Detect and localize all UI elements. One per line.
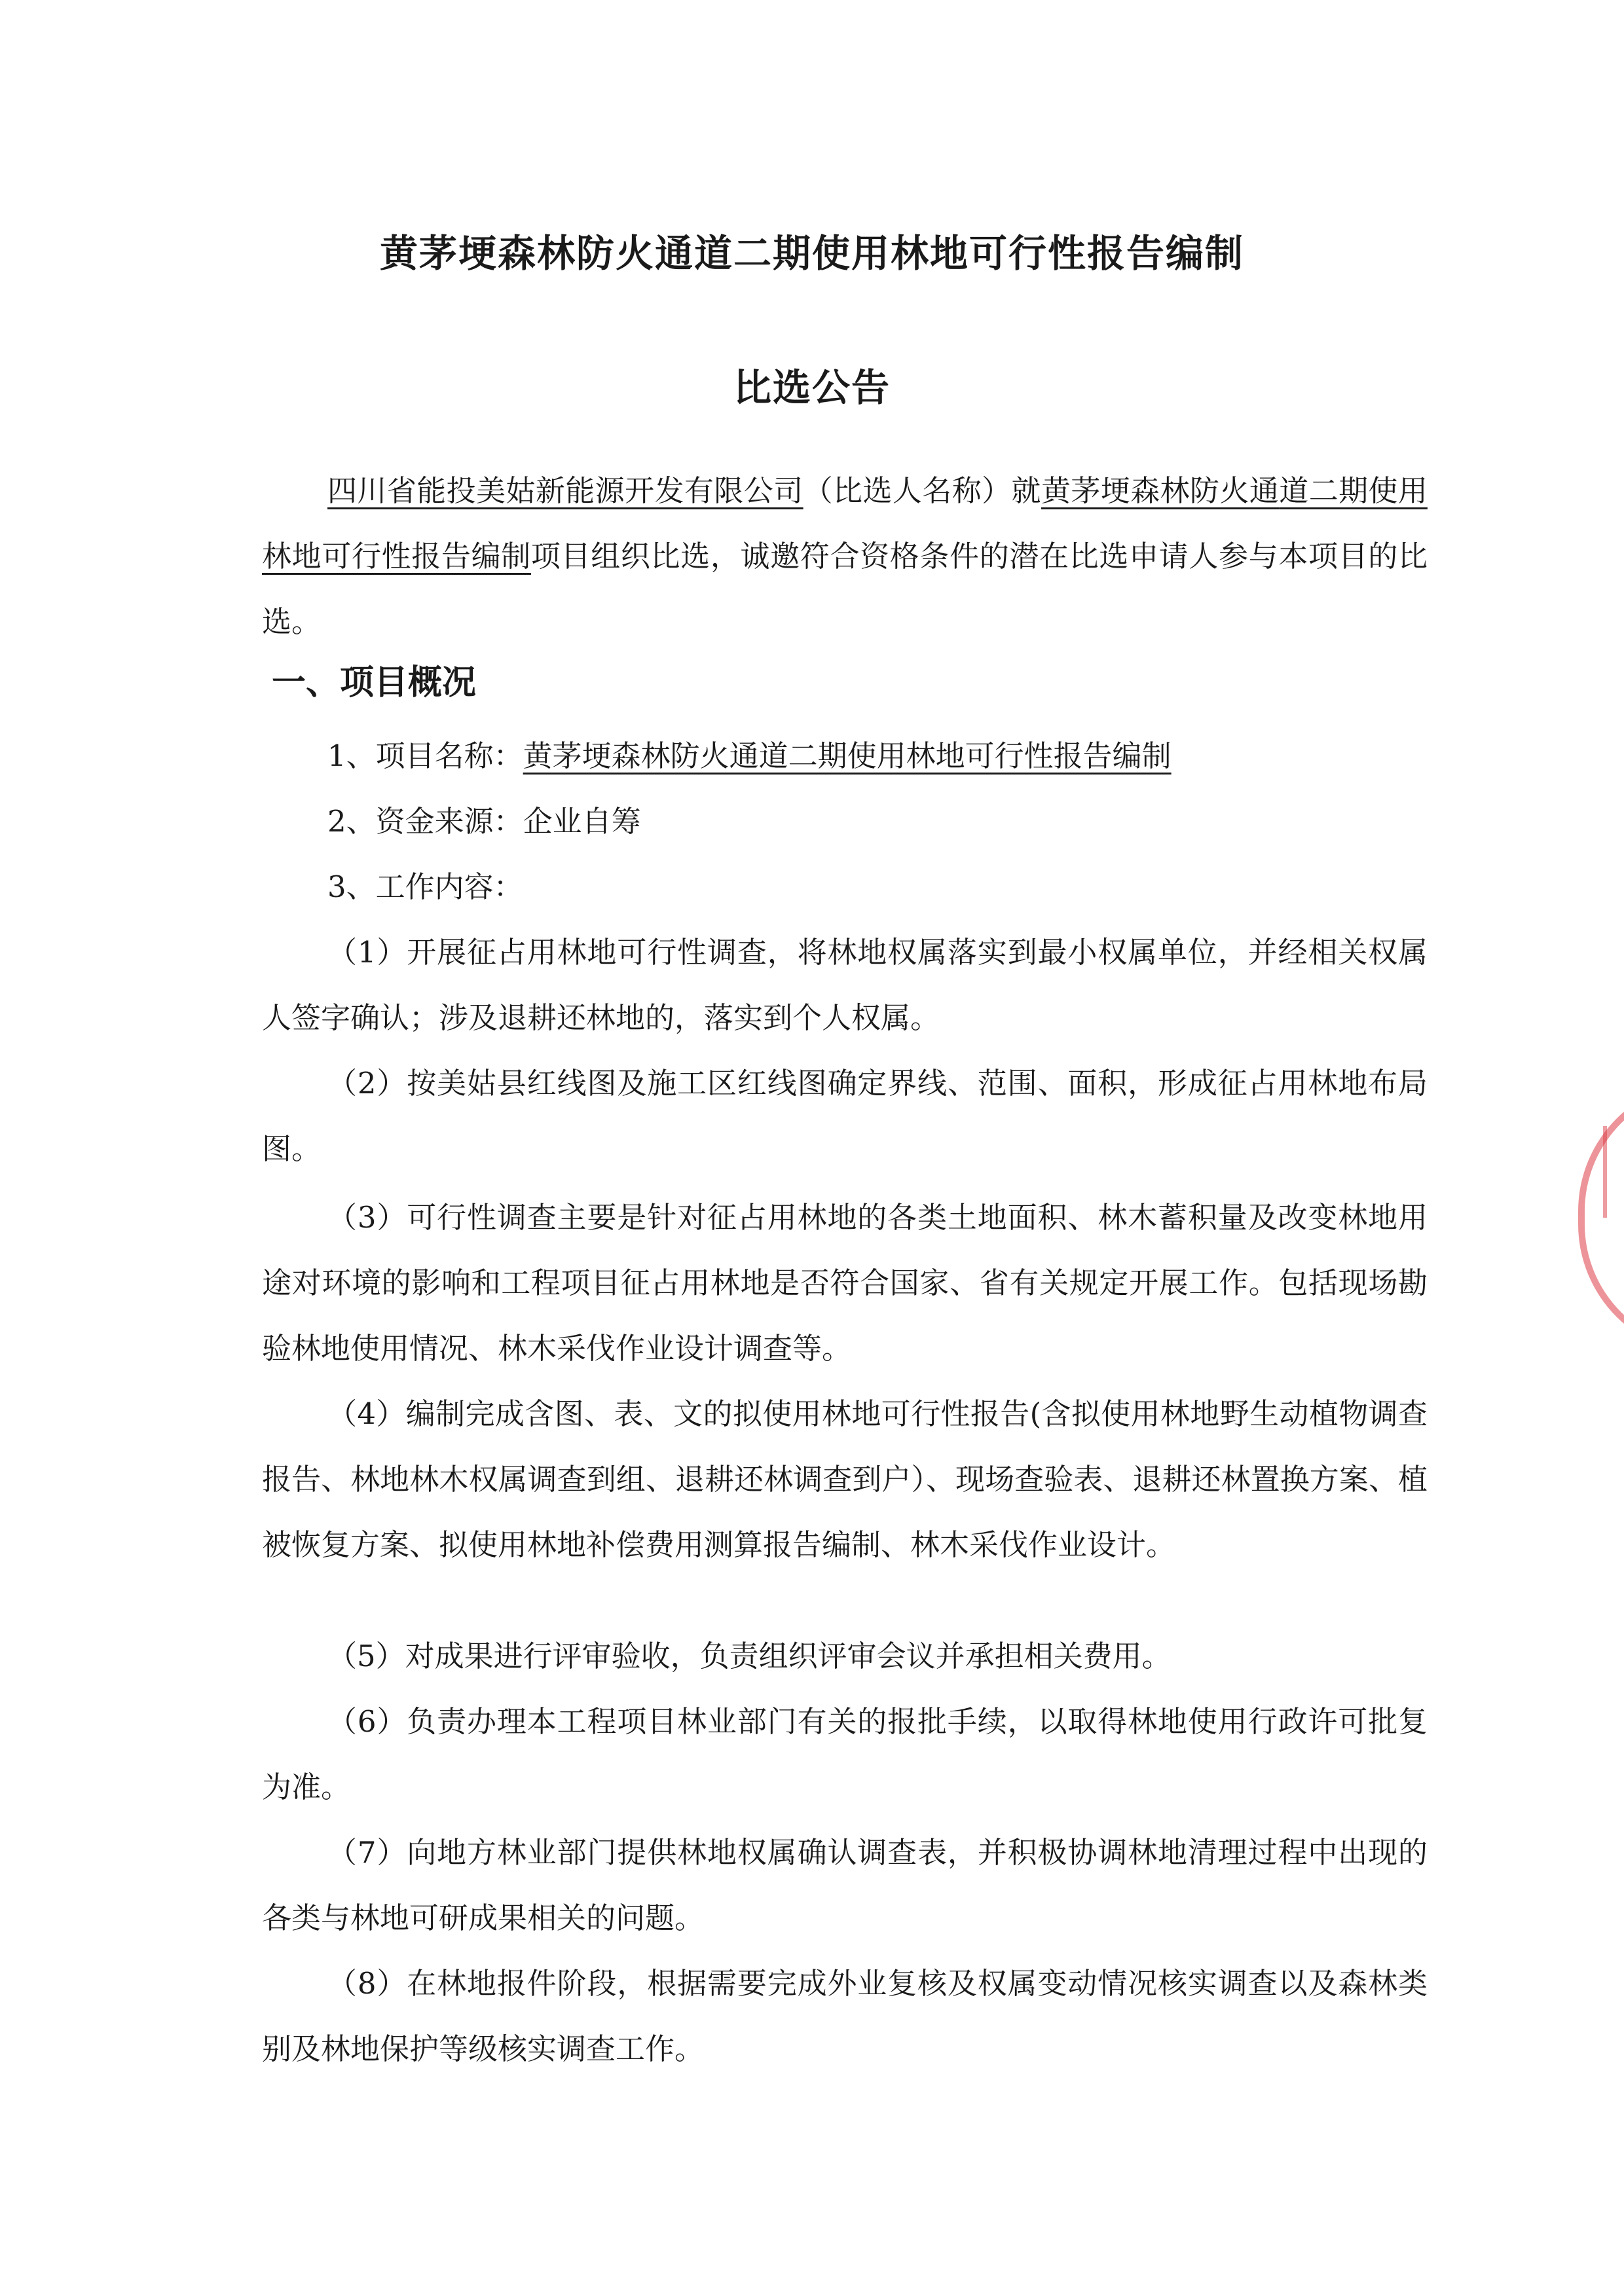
page-title: 黄茅埂森林防火通道二期使用林地可行性报告编制 (379, 231, 1244, 276)
company-note: （比选人名称）就 (803, 473, 1041, 508)
fund-source-label: 2、资金来源： (327, 804, 523, 839)
fund-source-value: 企业自筹 (523, 804, 641, 839)
project-name-part-a: 黄茅埂森林防火通 (1041, 473, 1280, 508)
work-item-3: （3）可行性调查主要是针对征占用林地的各类土地面积、林木蓄积量及改变林地用途对环境的影响和工程项目征占用林地是否符合国家、省有关规定开展工作。包括现场勘验林地使用情况、林木采伐作业设计调查等。 (262, 1200, 1428, 1366)
work-item-4: （4）编制完成含图、表、文的拟使用林地可行性报告(含拟使用林地野生动植物调查报告、林地林木权属调查到组、退耕还林调查到户）、现场查验表、退耕还林置换方案、植被恢复方案、拟使用林地补偿费用测算报告编制、林木采伐作业设计。 (262, 1396, 1428, 1562)
official-seal-stamp (1578, 1080, 1624, 1355)
work-item-1: （1）开展征占用林地可行性调查，将林地权属落实到最小权属单位，并经相关权属人签字确认；涉及退耕还林地的，落实到个人权属。 (262, 935, 1428, 1035)
intro-paragraph (262, 458, 1428, 655)
intro-rest: 项目组织比选，诚邀符合资格条件的潜在比选申请人参与本项目的比选。 (262, 539, 1428, 639)
work-item-2: （2）按美姑县红线图及施工区红线图确定界线、范围、面积，形成征占用林地布局图。 (262, 1066, 1428, 1166)
project-name-value: 黄茅埂森林防火通道二期使用林地可行性报告编制 (523, 738, 1172, 773)
seal-inner-mark (1603, 1126, 1624, 1218)
item-project-name (327, 723, 1441, 789)
work-item-8: （8）在林地报件阶段，根据需要完成外业复核及权属变动情况核实调查以及森林类别及林地保护等级核实调查工作。 (262, 1966, 1428, 2066)
item-fund-source (327, 789, 1441, 854)
company-name: 四川省能投美姑新能源开发有限公司 (327, 473, 803, 508)
work-item-6: （6）负责办理本工程项目林业部门有关的报批手续，以取得林地使用行政许可批复为准。 (262, 1704, 1428, 1804)
project-name-label: 1、项目名称： (327, 738, 523, 773)
item-work-content-label: 3、工作内容： (327, 869, 523, 904)
section-heading-overview: 一、项目概况 (272, 663, 477, 702)
project-name-part-b: 道二期使用林地可行性报告编制 (262, 473, 1428, 574)
work-item-7: （7）向地方林业部门提供林地权属确认调查表，并积极协调林地清理过程中出现的各类与林地可研成果相关的问题。 (262, 1835, 1428, 1935)
work-item-5: （5）对成果进行评审验收，负责组织评审会议并承担相关费用。 (327, 1639, 1172, 1673)
page-subtitle: 比选公告 (733, 365, 891, 410)
